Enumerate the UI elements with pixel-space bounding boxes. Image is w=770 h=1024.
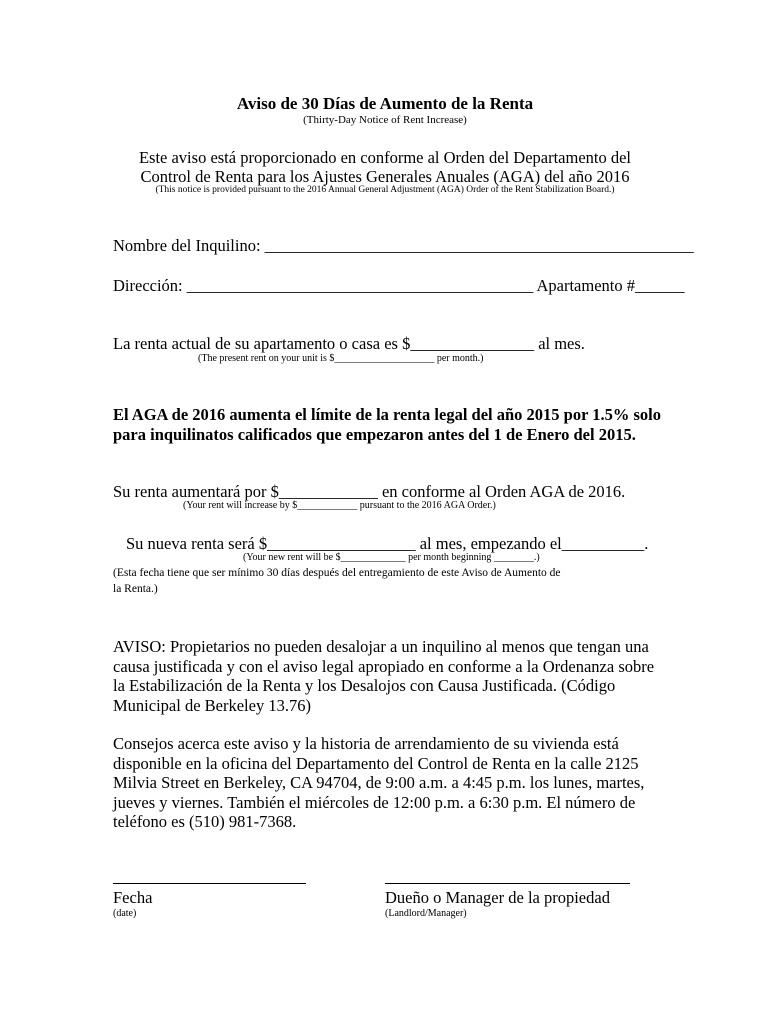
aga-statement-line-2: para inquilinatos calificados que empezaron antes del 1 de Enero del 2015. — [113, 425, 636, 444]
intro-line-2: Control de Renta para los Ajustes Generales Anuales (AGA) del año 2016 — [140, 167, 630, 186]
rent-increase-field[interactable]: Su renta aumentará por $____________ en conforme al Orden AGA de 2016. — [113, 482, 626, 501]
new-rent-note: (Your new rent will be $_____________ per month beginning ________.) — [243, 552, 540, 563]
current-rent-note: (The present rent on your unit is $____________________ per month.) — [198, 353, 484, 364]
date-requirement-note-line-2: la Renta.) — [113, 583, 158, 595]
new-rent-field[interactable]: Su nueva renta será $__________________ al mes, empezando el__________. — [126, 534, 649, 553]
owner-label: Dueño o Manager de la propiedad — [385, 888, 610, 907]
advice-paragraph: Consejos acerca este aviso y la historia de arrendamiento de su vivienda está disponible en la oficina del Departamento del Control de Renta en la calle 2125 Milvia Street en Berkeley, CA 94704, de 9:00 a.m. a 4:45 p.m. los lunes, martes, jueves y viernes. También el miércoles de 12:00 p.m. a 6:30 p.m. El número de teléfono es (510) 981-7368. — [113, 734, 645, 831]
date-label: Fecha — [113, 888, 153, 907]
current-rent-field[interactable]: La renta actual de su apartamento o casa es $_______________ al mes. — [113, 334, 585, 353]
date-signature-line[interactable] — [113, 883, 306, 884]
tenant-name-field[interactable]: Nombre del Inquilino: ____________________________________________________ — [113, 236, 694, 255]
owner-note: (Landlord/Manager) — [385, 908, 467, 919]
page-title: Aviso de 30 Días de Aumento de la Renta — [236, 94, 534, 113]
address-field[interactable]: Dirección: __________________________________________ Apartamento #______ — [113, 276, 685, 295]
date-note: (date) — [113, 908, 137, 919]
owner-signature-line[interactable] — [385, 883, 630, 884]
aga-statement-line-1: El AGA de 2016 aumenta el límite de la renta legal del año 2015 por 1.5% solo — [113, 405, 662, 424]
rent-increase-note: (Your rent will increase by $____________ pursuant to the 2016 AGA Order.) — [183, 500, 496, 511]
page-subtitle: (Thirty-Day Notice of Rent Increase) — [303, 114, 467, 126]
eviction-notice-paragraph: AVISO: Propietarios no pueden desalojar a un inquilino al menos que tengan una causa justificada y con el aviso legal apropiado en conforme a la Ordenanza sobre la Estabilización de la Renta y los Desalojos con Causa Justificada. (Código Municipal de Berkeley 13.76) — [113, 637, 655, 715]
date-requirement-note-line-1: (Esta fecha tiene que ser mínimo 30 días después del entregamiento de este Aviso de Aumento de — [113, 567, 561, 579]
intro-note: (This notice is provided pursuant to the 2016 Annual General Adjustment (AGA) Order of the Rent Stabilization Board.) — [155, 185, 615, 195]
intro-line-1: Este aviso está proporcionado en conforme al Orden del Departamento del — [138, 148, 632, 167]
